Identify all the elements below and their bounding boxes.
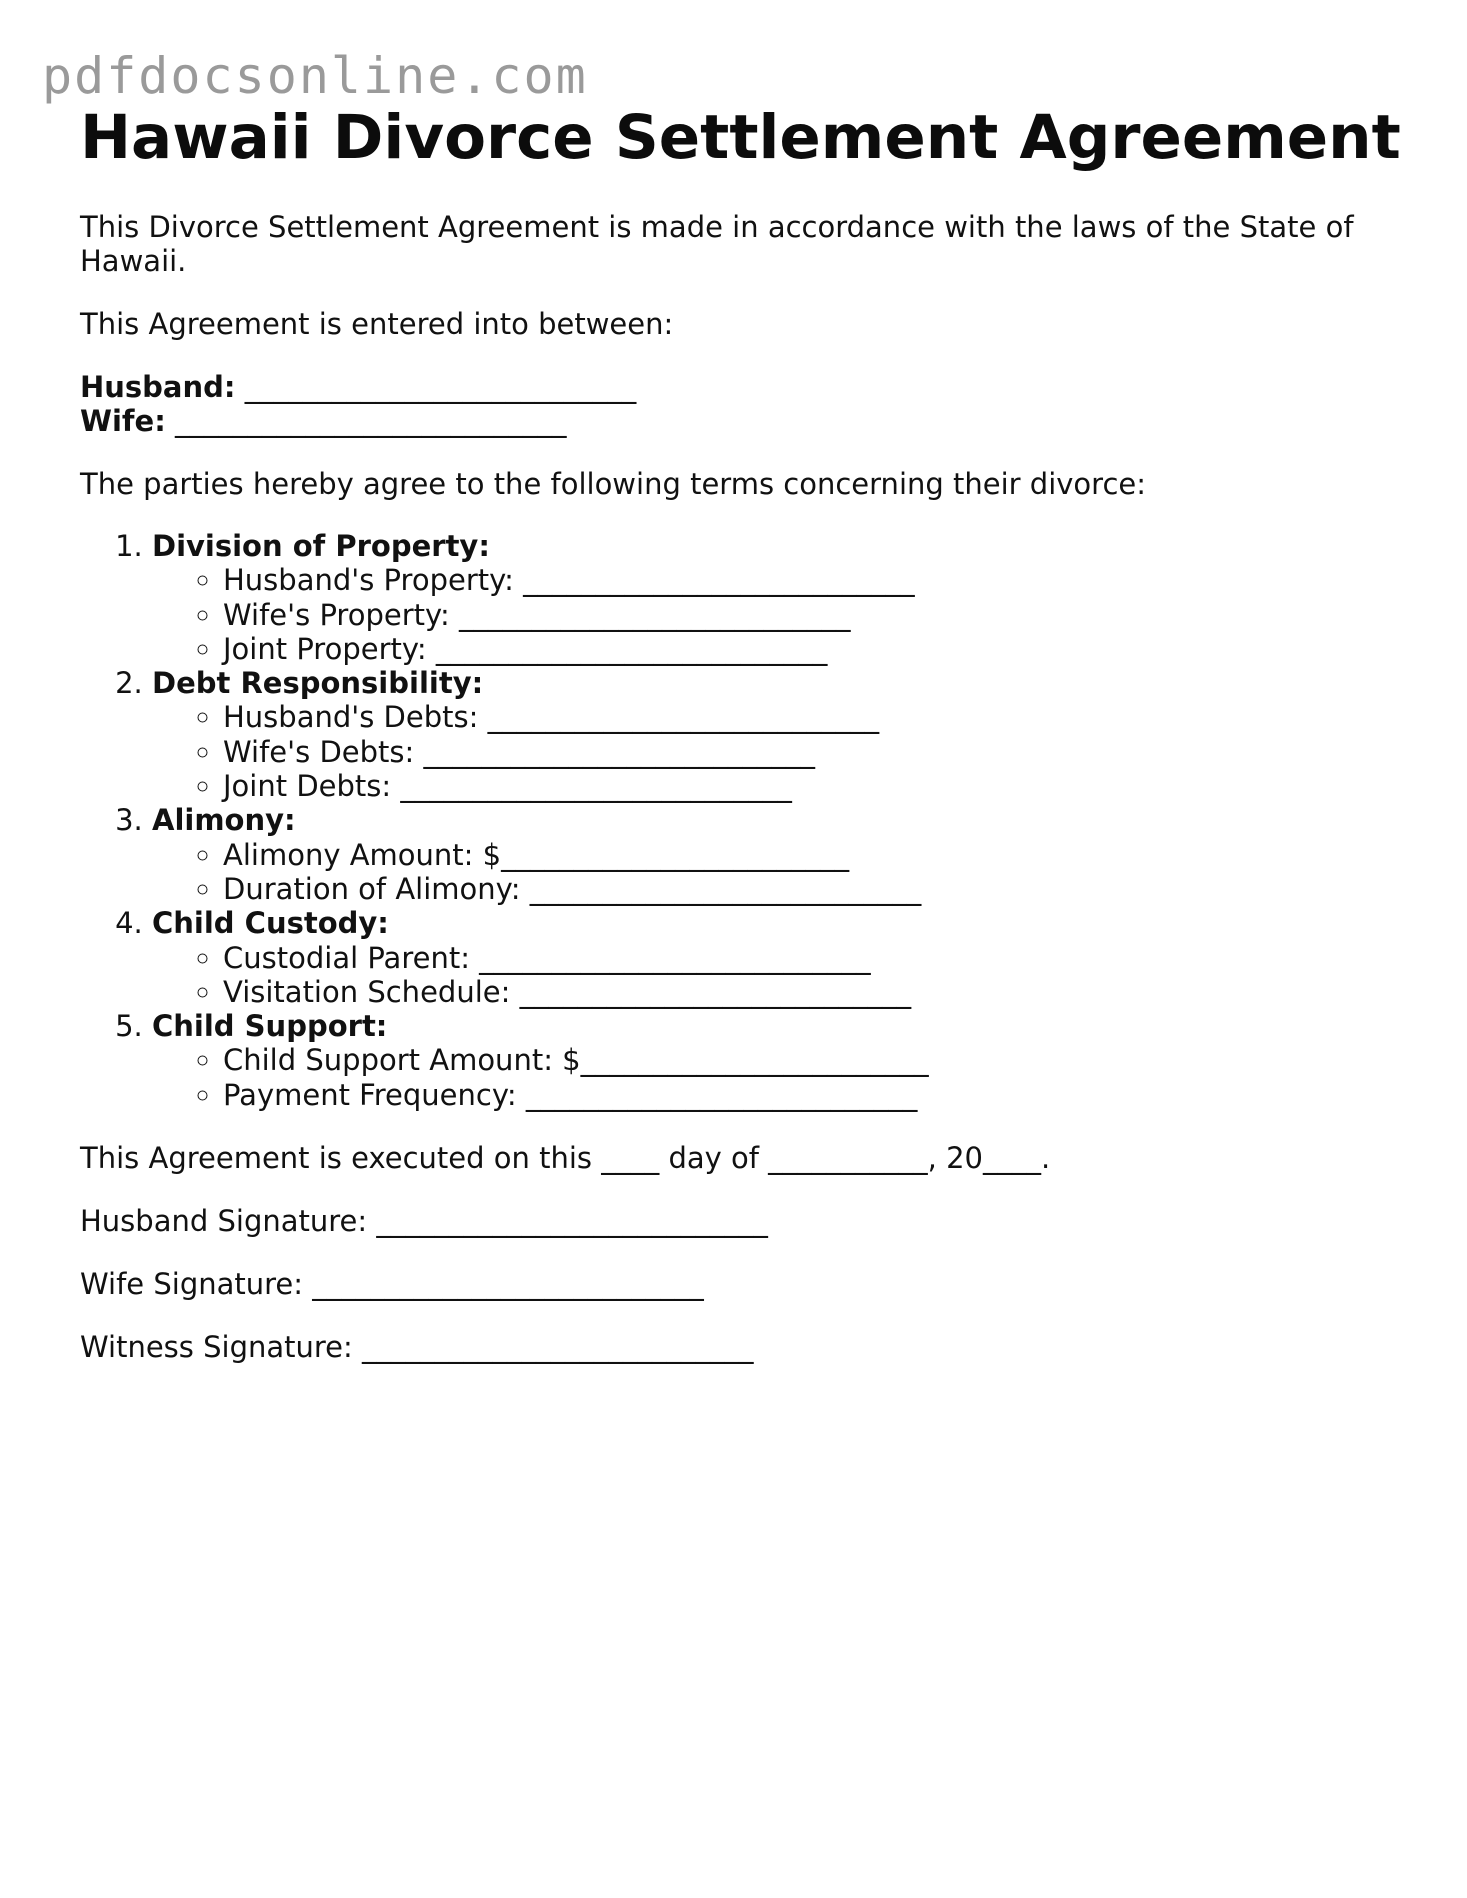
wifes-debts-field[interactable]: ◦ Wife's Debts: ___________________________ <box>223 735 1400 769</box>
watermark-text: pdfdocsonline.com <box>42 47 588 105</box>
visitation-schedule-field[interactable]: ◦ Visitation Schedule: ___________________________ <box>223 975 1400 1009</box>
wife-label: Wife: <box>80 404 166 438</box>
page-title: Hawaii Divorce Settlement Agreement <box>80 102 1401 173</box>
payment-frequency-field[interactable]: ◦ Payment Frequency: ___________________________ <box>223 1078 1400 1112</box>
husbands-property-field[interactable]: ◦ Husband's Property: ___________________________ <box>223 563 1400 597</box>
alimony-amount-field[interactable]: ◦ Alimony Amount: $________________________ <box>223 838 1400 872</box>
term-heading: Division of Property: <box>152 529 490 563</box>
child-support-amount-field[interactable]: ◦ Child Support Amount: $________________________ <box>223 1043 1400 1077</box>
execution-date-line[interactable]: This Agreement is executed on this ____ day of ___________, 20____. <box>80 1141 1051 1176</box>
husband-line <box>80 370 1400 404</box>
term-division-of-property <box>152 529 1400 666</box>
term-heading: Alimony: <box>152 803 296 838</box>
term-debt-responsibility <box>152 666 1400 803</box>
terms-list <box>80 529 1400 1112</box>
wife-name-blank[interactable]: ___________________________ <box>175 404 567 438</box>
term-alimony <box>152 803 1400 906</box>
intro-paragraph: This Divorce Settlement Agreement is made in accordance with the laws of the State of Hawaii. <box>80 210 1354 278</box>
husband-label: Husband: <box>80 370 236 404</box>
term-sublist <box>152 700 1400 803</box>
term-heading: Child Custody: <box>152 906 389 941</box>
term-heading: Child Support: <box>152 1009 388 1044</box>
term-child-support <box>152 1009 1400 1112</box>
term-sublist <box>152 1043 1400 1112</box>
joint-property-field[interactable]: ◦ Joint Property: ___________________________ <box>223 632 1400 666</box>
husband-name-blank[interactable]: ___________________________ <box>244 370 637 404</box>
husband-signature-line[interactable]: Husband Signature: ___________________________ <box>80 1204 768 1239</box>
term-child-custody <box>152 906 1400 1009</box>
term-sublist <box>152 563 1400 666</box>
parties-block <box>80 370 1400 438</box>
custodial-parent-field[interactable]: ◦ Custodial Parent: ___________________________ <box>223 941 1400 975</box>
document-body <box>80 96 1400 1364</box>
husbands-debts-field[interactable]: ◦ Husband's Debts: ___________________________ <box>223 700 1400 734</box>
between-paragraph: This Agreement is entered into between: <box>80 307 674 341</box>
wife-signature-line[interactable]: Wife Signature: ___________________________ <box>80 1267 704 1302</box>
term-sublist <box>152 838 1400 907</box>
terms-intro-paragraph: The parties hereby agree to the following terms concerning their divorce: <box>80 467 1147 501</box>
wifes-property-field[interactable]: ◦ Wife's Property: ___________________________ <box>223 598 1400 632</box>
joint-debts-field[interactable]: ◦ Joint Debts: ___________________________ <box>223 769 1400 803</box>
wife-line <box>80 404 1400 438</box>
alimony-duration-field[interactable]: ◦ Duration of Alimony: ___________________________ <box>223 872 1400 906</box>
term-sublist <box>152 941 1400 1010</box>
term-heading: Debt Responsibility: <box>152 666 484 701</box>
witness-signature-line[interactable]: Witness Signature: ___________________________ <box>80 1330 754 1365</box>
